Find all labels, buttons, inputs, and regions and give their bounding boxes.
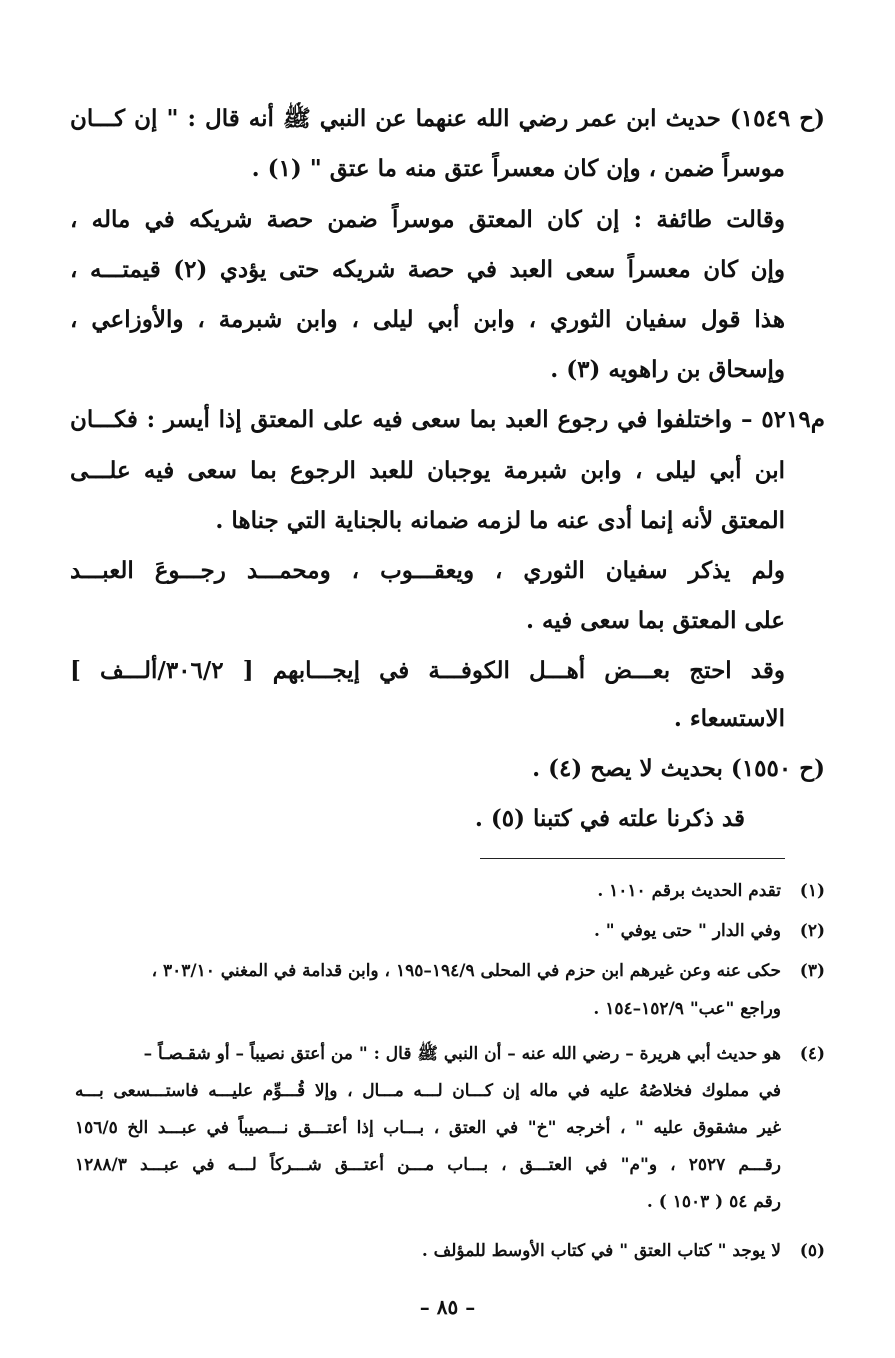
text-line-4: وإن كان معسراً سعى العبد في حصة شريكه حتى يؤدي (٢) قيمتـــه ، xyxy=(70,256,785,283)
text-line-2: موسراً ضمن ، وإن كان معسراً عتق منه ما عتق " (١) . xyxy=(251,155,785,182)
footnote-4-line-4: رقـــم ٢٥٢٧ ، و"م" في العتـــق ، بـــاب مـــن أعتـــق شـــركاً لـــه في عبـــد ١٢٨٨/٣ xyxy=(75,1155,781,1175)
text-line-1: (ح ١٥٤٩) حديث ابن عمر رضي الله عنهما عن النبي ﷺ أنه قال : " إن كـــان xyxy=(70,105,825,132)
footnote-text: حكى عنه وعن غيرهم ابن حزم في المحلى ١٩٤/٩–١٩٥ ، وابن قدامة في المغني ٣٠٣/١٠ ، xyxy=(151,961,781,981)
footnote-text: وفي الدار " حتى يوفي " . xyxy=(593,921,781,941)
text-line-15: قد ذكرنا علته في كتبنا (٥) . xyxy=(474,805,745,832)
footnote-text: لا يوجد " كتاب العتق " في كتاب الأوسط للمؤلف . xyxy=(421,1241,781,1261)
footnote-number: (٢) xyxy=(799,921,825,941)
footnote-3 xyxy=(75,956,825,986)
footnote-2 xyxy=(75,916,825,946)
footnote-1 xyxy=(75,876,825,906)
text-line-8: ابن أبي ليلى ، وابن شبرمة يوجبان للعبد الرجوع بما سعى فيه علـــى xyxy=(70,457,785,484)
footnote-text: هو حديث أبي هريرة – رضي الله عنه – أن النبي ﷺ قال : " من أعتق نصيباً – أو شقـصـاً – xyxy=(143,1044,781,1064)
footnote-text: تقدم الحديث برقم ١٠١٠ . xyxy=(597,881,781,901)
footnote-4 xyxy=(75,1039,825,1069)
footnote-4-line-2: في مملوك فخلاصُهُ عليه في ماله إن كـــان لـــه مـــال ، وإلا قُـــوِّم عليـــه فاستـــسعى بـــه xyxy=(75,1081,781,1101)
footnote-number: (٤) xyxy=(799,1044,825,1064)
text-line-9: المعتق لأنه إنما أدى عنه ما لزمه ضمانه بالجناية التي جناها . xyxy=(215,507,785,534)
text-line-7: م٥٢١٩ – واختلفوا في رجوع العبد بما سعى فيه على المعتق إذا أيسر : فكـــان xyxy=(70,406,825,433)
footnote-3-cont: وراجع "عب" ١٥٢/٩–١٥٤ . xyxy=(593,999,781,1019)
text-line-11: على المعتق بما سعى فيه . xyxy=(526,607,785,634)
text-line-6: وإسحاق بن راهويه (٣) . xyxy=(550,356,785,383)
text-line-3: وقالت طائفة : إن كان المعتق موسراً ضمن حصة شريكه في ماله ، xyxy=(70,206,785,233)
footnote-number: (١) xyxy=(799,881,825,901)
text-line-12: وقد احتج بعـــض أهـــل الكوفـــة في إيجـــابهم [ ٣٠٦/٢/ألـــف ] xyxy=(70,657,785,684)
footnote-number: (٥) xyxy=(799,1241,825,1261)
footnote-number: (٣) xyxy=(799,961,825,981)
text-line-5: هذا قول سفيان الثوري ، وابن أبي ليلى ، وابن شبرمة ، والأوزاعي ، xyxy=(70,306,785,333)
footnote-5 xyxy=(75,1236,825,1266)
text-line-13: الاستسعاء . xyxy=(673,705,785,732)
text-line-10: ولم يذكر سفيان الثوري ، ويعقـــوب ، ومحمـــد رجـــوعَ العبـــد xyxy=(70,557,785,584)
footnote-4-line-3: غير مشقوق عليه " ، أخرجه "خ" في العتق ، بـــاب إذا أعتـــق نـــصيباً في عبـــد الخ ١٥٦/٥ xyxy=(75,1118,781,1138)
text-line-14: (ح ١٥٥٠) بحديث لا يصح (٤) . xyxy=(532,755,825,782)
footnote-4-line-5: رقم ٥٤ ( ١٥٠٣ ) . xyxy=(646,1192,781,1212)
footnote-separator xyxy=(480,858,785,859)
page-number: – ٨٥ – xyxy=(419,1295,476,1319)
